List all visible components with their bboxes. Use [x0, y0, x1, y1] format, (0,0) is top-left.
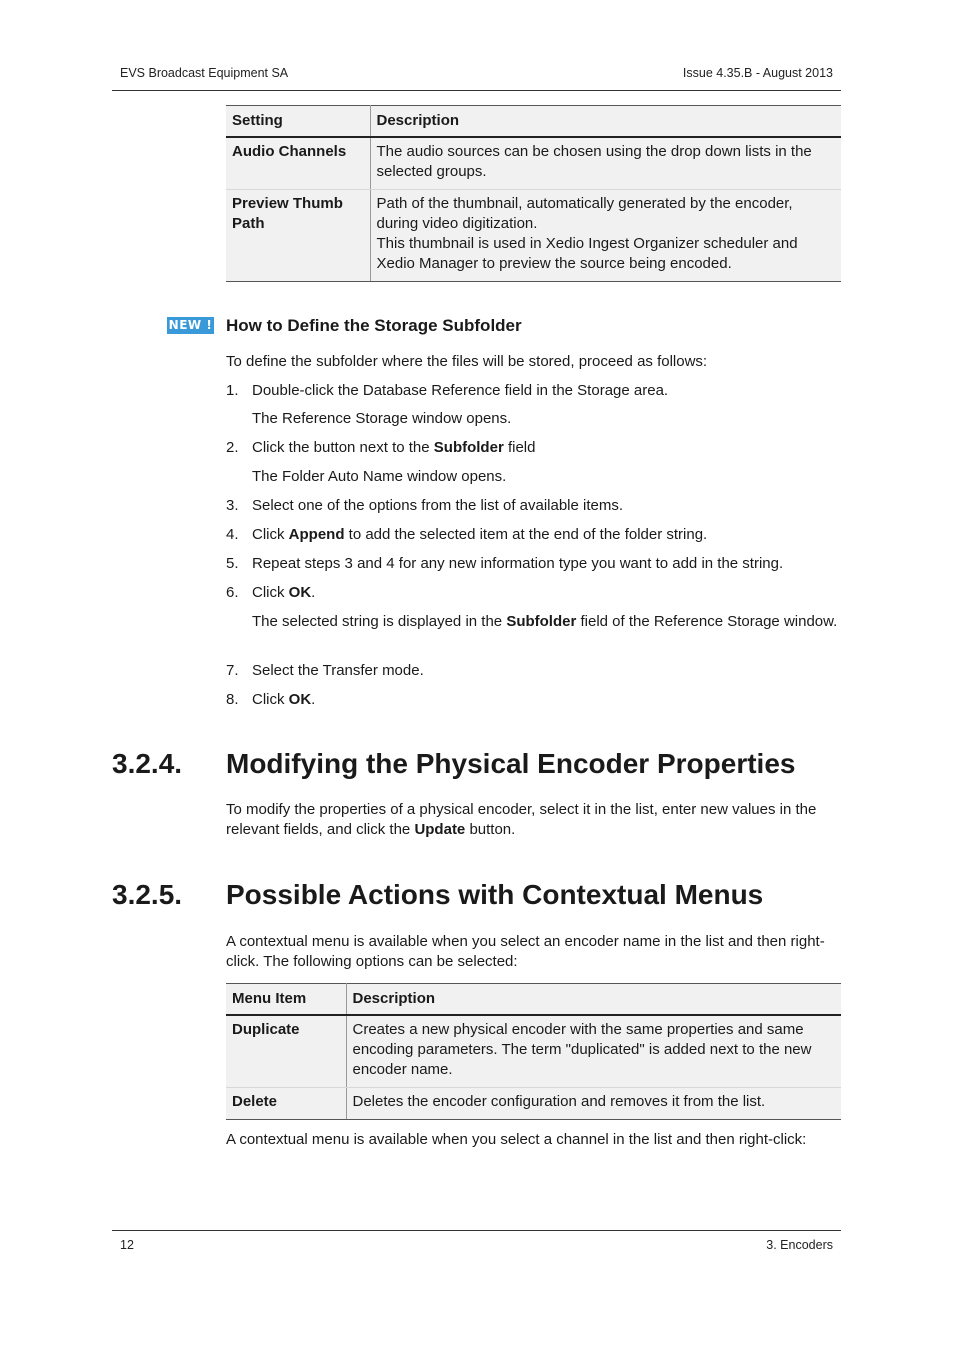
page-number: 12: [120, 1238, 134, 1252]
section-title: Possible Actions with Contextual Menus: [226, 879, 764, 910]
step-number: 4.: [226, 526, 239, 543]
section-paragraph: To modify the properties of a physical encoder, select it in the list, enter new values in the relevant fields, and click the Update button.: [226, 801, 817, 838]
step-text: Double-click the Database Reference field in the Storage area.: [252, 382, 669, 399]
step-result: The Folder Auto Name window opens.: [252, 468, 507, 485]
step-text: Click OK.: [252, 584, 316, 601]
step-number: 5.: [226, 555, 239, 572]
step-number: 7.: [226, 662, 239, 679]
table-row: [226, 1088, 841, 1120]
step-text: Repeat steps 3 and 4 for any new information type you want to add in the string.: [252, 555, 784, 572]
section-title: Modifying the Physical Encoder Properties: [226, 748, 796, 779]
table-row: [226, 137, 841, 190]
table-header-row: [226, 984, 841, 1016]
setting-name: Preview Thumb Path: [226, 190, 370, 282]
step-text: Select one of the options from the list of available items.: [252, 497, 624, 514]
step-result: The Reference Storage window opens.: [252, 410, 512, 427]
setting-name: Audio Channels: [226, 137, 370, 190]
procedure-intro: To define the subfolder where the files will be stored, proceed as follows:: [226, 353, 708, 370]
table-row: [226, 190, 841, 282]
header-left: EVS Broadcast Equipment SA: [120, 66, 289, 80]
menu-item-description: Creates a new physical encoder with the same properties and same encoding parameters. The term "duplicated" is added next to the new encoder name.: [346, 1015, 841, 1088]
description-line: This thumbnail is used in Xedio Ingest Organizer scheduler and Xedio Manager to preview the source being encoded.: [376, 235, 798, 272]
section-paragraph: A contextual menu is available when you select an encoder name in the list and then right-click. The following options can be selected:: [226, 933, 825, 970]
step-text: Click the button next to the Subfolder field: [252, 439, 536, 456]
table-header-row: [226, 106, 841, 138]
step-result: The selected string is displayed in the Subfolder field of the Reference Storage window.: [252, 613, 838, 630]
menu-table: [226, 983, 841, 1120]
menu-item-name: Delete: [226, 1088, 346, 1120]
chapter-label: 3. Encoders: [766, 1238, 833, 1252]
procedure-title: How to Define the Storage Subfolder: [226, 316, 522, 335]
menu-item-name: Duplicate: [226, 1015, 346, 1088]
section-number: 3.2.5.: [112, 879, 183, 910]
step-text: Click OK.: [252, 691, 316, 708]
step-number: 6.: [226, 584, 239, 601]
header-rule: [112, 90, 841, 91]
step-number: 1.: [226, 382, 239, 399]
column-header: Description: [370, 106, 841, 138]
setting-description: [370, 190, 841, 282]
setting-description: The audio sources can be chosen using the drop down lists in the selected groups.: [370, 137, 841, 190]
column-header: Description: [346, 984, 841, 1016]
new-badge: NEW !: [168, 318, 213, 332]
footer-rule: [112, 1230, 841, 1231]
table-row: [226, 1015, 841, 1088]
column-header: Setting: [226, 106, 370, 138]
step-text: Select the Transfer mode.: [252, 662, 424, 679]
step-number: 2.: [226, 439, 239, 456]
section-paragraph: A contextual menu is available when you select a channel in the list and then right-click:: [226, 1131, 807, 1148]
step-text: Click Append to add the selected item at the end of the folder string.: [252, 526, 708, 543]
description-line: Path of the thumbnail, automatically generated by the encoder, during video digitization.: [376, 195, 793, 232]
step-number: 8.: [226, 691, 239, 708]
section-number: 3.2.4.: [112, 748, 183, 779]
settings-table: [226, 105, 841, 282]
menu-item-description: Deletes the encoder configuration and removes it from the list.: [346, 1088, 841, 1120]
step-number: 3.: [226, 497, 239, 514]
column-header: Menu Item: [226, 984, 346, 1016]
header-right: Issue 4.35.B - August 2013: [682, 66, 833, 80]
